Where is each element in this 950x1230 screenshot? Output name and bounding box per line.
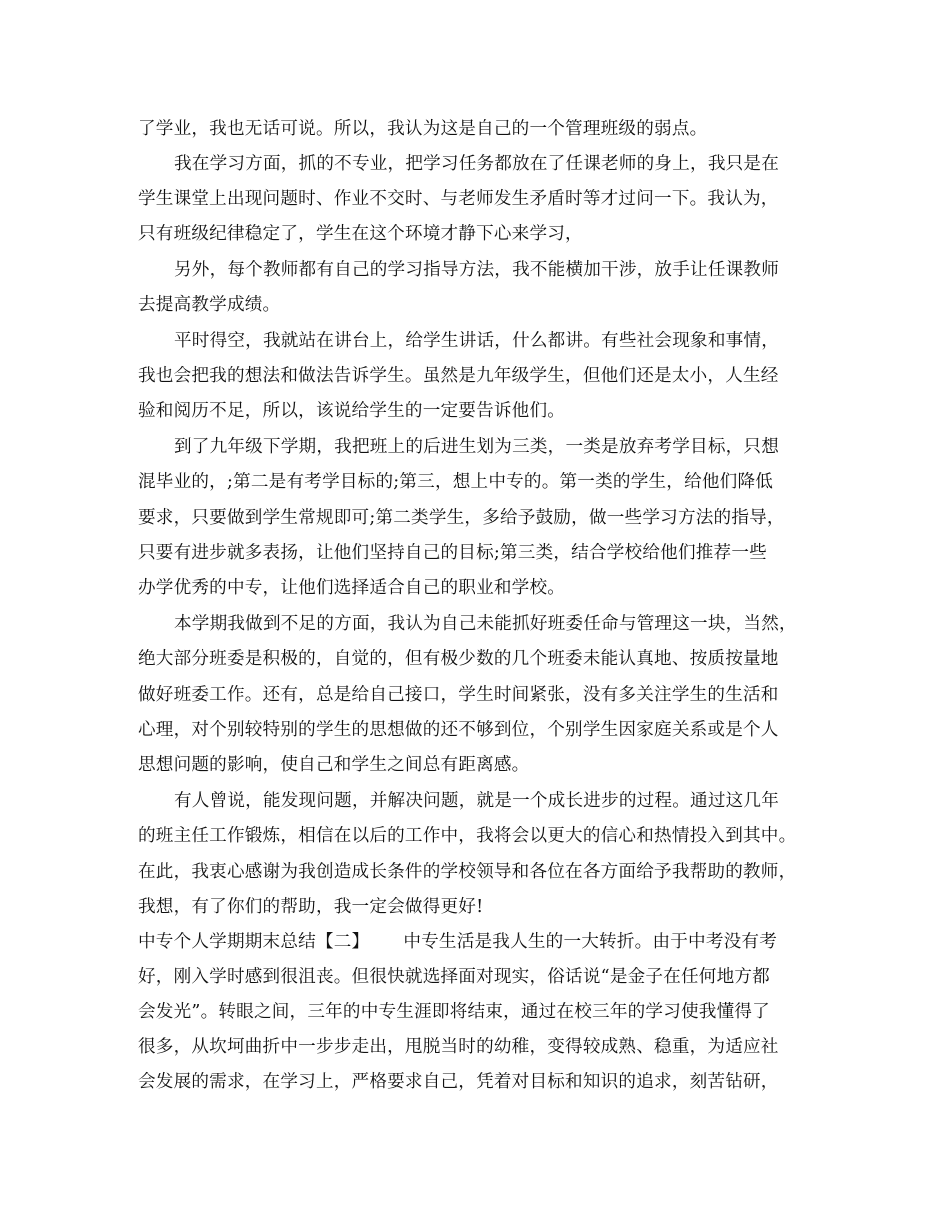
paragraph-line: 心理，对个别较特别的学生的思想做的还不够到位，个别学生因家庭关系或是个人 <box>138 720 779 740</box>
paragraph-line: 验和阅历不足，所以，该说给学生的一定要告诉他们。 <box>138 401 566 421</box>
paragraph-line: 思想问题的影响，使自己和学生之间总有距离感。 <box>138 755 530 775</box>
paragraph-line: 去提高教学成绩。 <box>138 295 281 315</box>
paragraph-line: 我在学习方面，抓的不专业，把学习任务都放在了任课老师的身上，我只是在 <box>174 154 779 174</box>
section-heading: 中专个人学期期末总结【二】 <box>138 932 370 952</box>
paragraph-line: 到了九年级下学期，我把班上的后进生划为三类，一类是放弃考学目标，只想 <box>174 437 779 457</box>
paragraph-line: 在此，我衷心感谢为我创造成长条件的学校领导和各位在各方面给予我帮助的教师， <box>138 862 797 882</box>
paragraph-line: 只要有进步就多表扬，让他们坚持自己的目标;第三类，结合学校给他们推荐一些 <box>138 543 767 563</box>
section-heading-line <box>138 928 777 956</box>
paragraph-line: 很多，从坎坷曲折中一步步走出，甩脱当时的幼稚，变得较成熟、稳重，为适应社 <box>138 1037 779 1057</box>
paragraph-line: 会发展的需求，在学习上，严格要求自己，凭着对目标和知识的追求，刻苦钻研， <box>138 1072 779 1092</box>
paragraph-line: 办学优秀的中专，让他们选择适合自己的职业和学校。 <box>138 578 566 598</box>
paragraph-line: 只有班级纪律稳定了，学生在这个环境才静下心来学习， <box>138 224 583 244</box>
paragraph-line: 平时得空，我就站在讲台上，给学生讲话，什么都讲。有些社会现象和事情， <box>174 331 779 351</box>
paragraph-line: 我想，有了你们的帮助，我一定会做得更好! <box>138 897 484 917</box>
paragraph-line: 好，刚入学时感到很沮丧。但很快就选择面对现实，俗话说“是金子在任何地方都 <box>138 967 770 987</box>
paragraph-line: 本学期我做到不足的方面，我认为自己未能抓好班委任命与管理这一块，当然， <box>174 614 797 634</box>
paragraph-line: 会发光”。转眼之间，三年的中专生涯即将结束，通过在校三年的学习使我懂得了 <box>138 1002 770 1022</box>
paragraph-line: 了学业，我也无话可说。所以，我认为这是自己的一个管理班级的弱点。 <box>138 119 708 139</box>
paragraph-line: 学生课堂上出现问题时、作业不交时、与老师发生矛盾时等才过问一下。我认为， <box>138 189 779 209</box>
paragraph-line: 有人曾说，能发现问题，并解决问题，就是一个成长进步的过程。通过这几年 <box>174 791 779 811</box>
paragraph-line: 中专生活是我人生的一大转折。由于中考没有考 <box>403 932 777 952</box>
paragraph-line: 我也会把我的想法和做法告诉学生。虽然是九年级学生，但他们还是太小，人生经 <box>138 366 779 386</box>
paragraph-line: 的班主任工作锻炼，相信在以后的工作中，我将会以更大的信心和热情投入到其中。 <box>138 826 797 846</box>
paragraph-line: 要求，只要做到学生常规即可;第二类学生，多给予鼓励，做一些学习方法的指导， <box>138 508 785 528</box>
paragraph-line: 绝大部分班委是积极的，自觉的，但有极少数的几个班委未能认真地、按质按量地 <box>138 649 779 669</box>
paragraph-line: 混毕业的，;第二是有考学目标的;第三，想上中专的。第一类的学生，给他们降低 <box>138 472 774 492</box>
paragraph-line: 做好班委工作。还有，总是给自己接口，学生时间紧张，没有多关注学生的生活和 <box>138 685 779 705</box>
paragraph-line: 另外，每个教师都有自己的学习指导方法，我不能横加干涉，放手让任课教师 <box>174 260 779 280</box>
